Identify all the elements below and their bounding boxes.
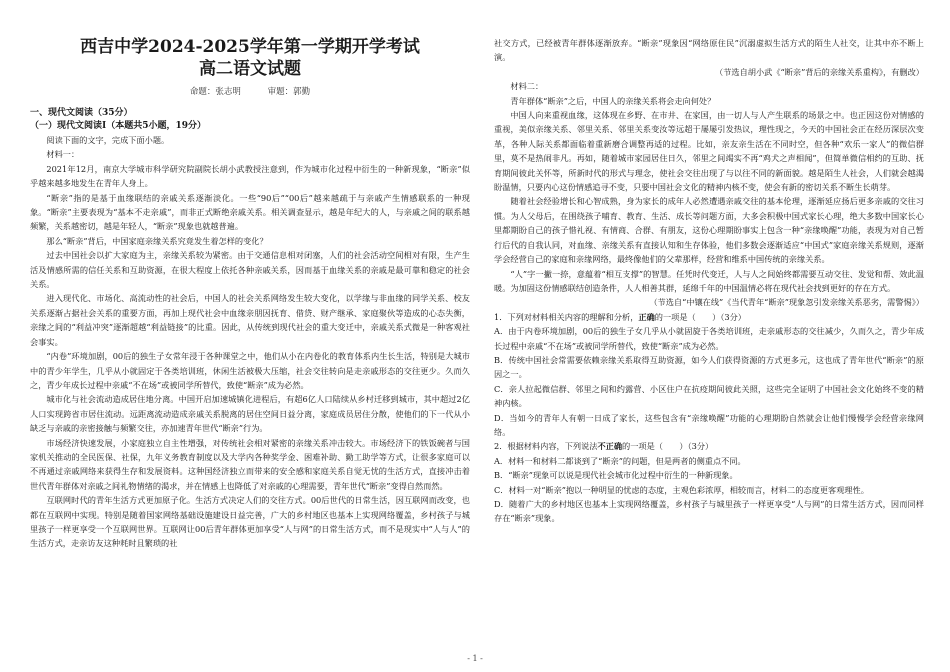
- section-heading: 一、现代文阅读（35分）: [30, 108, 133, 118]
- question-1-option: B．传统中国社会常需要依赖亲缘关系取得互助资源，如今人们获得资源的方式更多元，这也成了青年世代“断亲”的原因之一。: [494, 354, 924, 380]
- right-paragraph: 随着社会经验增长和心智成熟，身为家长的成年人必然遭遇亲戚交往的基本伦理，逐渐延应扬后更多亲戚的交往习惯。为人父母后，在围绕孩子哺育、教育、生活、成长等问题方面，大多会积极中国式家长心理，绝大多数中国家长心里都期盼自己的孩子惜礼视、有情商、合群、有朋友，这份心理期盼事实上包含一种“亲缘唤醒”功能，表现为对自己暂行后代的自我认同，对血缘、亲缘关系有直接认知和生存体验，他们多数会逐渐适应“中国式”家庭亲缘关系规则，逐渐学会经营自己的家庭和亲缘网络，最终像他们的父辈那样，经营和维系中国传统的亲缘关系。: [494, 196, 924, 265]
- material2-label: 材料二：: [510, 81, 544, 92]
- setter: 命题：张志明: [189, 87, 241, 97]
- exam-subtitle: 高二语文试题: [199, 59, 301, 79]
- author-line: [30, 85, 470, 97]
- left-paragraph: 互联网时代的青年生活方式更加原子化。生活方式决定人们的交往方式。00后世代的日常生活，因互联网而改变，也都在互联网中实现。特别是随着国家网络基础设施建设日益完善，广大的乡村地区也基本上实现网络覆盖，乡村孩子与城里孩子一样更享受一个互联网世界。互联网让00后青年群体更加享受“人与网”的日常生活方式，而不是现实中“人与人”的生活方式，走亲访友这种耗时且繁琐的社: [30, 495, 470, 549]
- left-paragraph: 市场经济快速发展，小家庭独立自主性增强，对传统社会相对紧密的亲缘关系冲击较大。市场经济下的铁饭碗者与国家机关推动的全民医保、社保，九年义务教育制度以及大学内各种奖学金、困难补助、勤工助学等方式，让很多家庭可以不再通过亲戚网络来获得生存和发展资料。这种国经济独立而带来的安全感和家庭关系自觉无忧的生活方式，直接冲击着世代青年群体对亲戚之间礼物情绪的渴求，并在情感上也降低了对亲戚的心理需要，青年世代“断亲”变得自然而然。: [30, 437, 470, 491]
- question-2-option: B．“断亲”现象可以说是现代社会城市化过程中衍生的一种新现象。: [494, 470, 738, 481]
- question-2-option: C．材料一对“断亲”抱以一种明显的忧虑的态度，主观色彩浓厚，相较而言，材料二的态度更客观理性。: [494, 484, 869, 495]
- subsection-heading: （一）现代文阅读Ⅰ（本题共5小题，19分）: [30, 121, 206, 131]
- emphasis: 正确: [638, 311, 655, 322]
- material1-label: 材料一：: [46, 149, 80, 160]
- question-2-stem: 2．根据材料内容，下列说法不正确的一项是（ ）（3分）: [494, 441, 714, 452]
- question-1-option: A．由于内卷环境加剧，00后的独生子女几乎从小就固旋于各类培训班，走亲戚形态的交往减少，久而久之，青少年成长过程中亲戚“不在场”或被同学所替代，致使“断亲”成为必然。: [494, 326, 924, 351]
- left-paragraph: 进入现代化、市场化、高流动性的社会后，中国人的社会关系网络发生较大变化，以学缘与非血缘的同学关系、校友关系逐渐占据社会关系的重要方面，再加上现代社会中血缘亲朋因抚育、借贷、财产继承、家庭聚伙等造成的心态失衡，亲缘之间的“利益冲突”逐渐超越“利益链接”的比重。因此，从传统到现代社会的重大变迁中，亲戚关系式微是一种客观社会事实。: [30, 293, 470, 347]
- left-paragraph: 那么“断亲”背后，中国家庭亲缘关系究竟发生着怎样的变化？: [46, 235, 268, 246]
- left-column: [30, 0, 470, 551]
- source-citation-1: （节选自胡小武《“断亲”背后的亲缘关系重构》，有删改）: [715, 66, 924, 77]
- left-paragraph: 过去中国社会以扩大家庭为主，亲缘关系较为紧密。由于交通信息相对闭塞，人们的社会活动空间相对有限，生产生活及情感所需的信任关系和互助资源，在很大程度上依托各种亲戚关系，因而基于血缘关系的亲戚是最可靠和稳定的社会关系。: [30, 250, 470, 290]
- right-column: [494, 0, 924, 526]
- left-paragraph: “内卷”环境加剧，00后的独生子女常年浸于各种课堂之中，他们从小在内卷化的教育体系内生长生活，特别是大城市中的青少年学生，几乎从小就固定于各类培训班，休闲生活被极大压缩，社会交往转向是走亲戚形态的交往更少。久而久之，青少年成长过程中亲戚“不在场”或被同学所替代，致使“断亲”成为必然。: [30, 351, 470, 390]
- right-paragraph: 中国人向来重视血缘，这体现在乡野、在市井、在家国，由一切人与人产生联系的场景之中。也正因这份对情感的重视，美似亲缘关系、邻里关系、邻里关系变汝等远超于屡屡引发热议，理性现之，今天的中国社会正在经历深层次变革，各种人际关系都面临着重新磨合调整再适的过程。比如，亲友亲生活在不同时空，但各种“欢乐一家人”的微信群里，莫不是热闹非凡。再如，随着城市家园居住日久，邻里之间竭实不再“鸡犬之声相闻”，但简单微信相约的互助、抚育期间彼此关怀等，所新时代的形式与理念，使社会交往出现了与以往不同的新面貌。越是陌生人社会，人们就会越渴盼温情，只要内心这份情感追寻不变，只要中国社会文化的精神内核不变，使会有新的密切关系不断生长萌芽。: [494, 110, 924, 193]
- instruction: 阅读下面的文字，完成下面小题。: [46, 135, 170, 145]
- question-1-option: C．亲人拉起微信群、邻里之间和约露营、小区住户在抗疫期间彼此关照，这些完全证明了中国社会文化始终不变的精神内核。: [494, 383, 924, 409]
- exam-title: 西吉中学2024-2025学年第一学期开学考试: [80, 37, 420, 57]
- question-2-option: D．随着广大的乡村地区也基本上实现网络覆盖，乡村孩子与城里孩子一样更享受“人与网”的日常生活方式，因而同样存在“断亲”现象。: [494, 499, 924, 524]
- continued-paragraph: 社交方式，已经被青年群体逐渐放弃。“断亲”现象因“网络原住民”沉溺虚拟生活方式的陌生人社交，让其中亦不断上演。: [494, 38, 924, 63]
- question-1-option: D．当如今的青年人有朝一日成了家长，这些包含有“亲缘唤醒”功能的心理期盼自然就会让他们慢慢学会经营亲缘网络。: [494, 412, 924, 437]
- question-1-stem: 1．下列对材料相关内容的理解和分析，正确的一项是（ ）（3分）: [494, 311, 746, 322]
- right-paragraph: 青年群体“断亲”之后，中国人的亲缘关系将会走向何处？: [510, 95, 716, 106]
- right-paragraph: “人”字一撇一捺，意蕴着“相互支撑”的智慧。任凭时代变迁，人与人之间始终都需要互动交往、发觉和帮、效此温暖。为加固这份情感联结创造条件，人人相善其群，延绵千年的中国温情必将在现代社会找到更好的存在方式。: [494, 268, 924, 293]
- page-number: - 1 -: [467, 654, 483, 663]
- left-paragraph: “断亲”指的是基于血缘联结的亲戚关系逐渐淡化。一些“90后”“00后”越来越疏于与亲戚产生情感联系的一种现象。“断亲”主要表现为“基本不走亲戚”，而非正式断绝亲戚关系。相关调查显示，越是年纪大的人，与亲戚之间的联系越频繁，关系越密切，越是年轻人，“断亲”现象也就越普遍。: [30, 192, 470, 232]
- left-paragraph: 城市化与社会流动造成居住地分离。中国开启加速城镇化进程后，有超6亿人口陆续从乡村迁移到城市，其中超过2亿人口实现跨省市居住流动。远距离流动造成亲戚关系脱离的居住空间日益分离，家庭成员居住分散，使他们的下一代从小缺乏与亲戚的亲密接触与频繁交往，亦加速青年世代“断亲”行为。: [30, 394, 470, 434]
- reviewer: 审题：郭勤: [267, 87, 311, 97]
- emphasis: 不正确: [597, 441, 623, 452]
- source-citation-2: （节选自“中镶在线”《当代青年“断亲”现象忽引发亲缘关系恶劣，需警惕》）: [649, 297, 924, 308]
- left-paragraph: 2021年12月，南京大学城市科学研究院副院长胡小武教授注意到，作为城市化过程中衍生的一种新现象，“断亲”似乎越来越多地发生在青年人身上。: [30, 163, 470, 189]
- question-2-option: A．材料一和材料二都谈到了“断亲”的问题，但是两者的侧重点不同。: [494, 455, 746, 466]
